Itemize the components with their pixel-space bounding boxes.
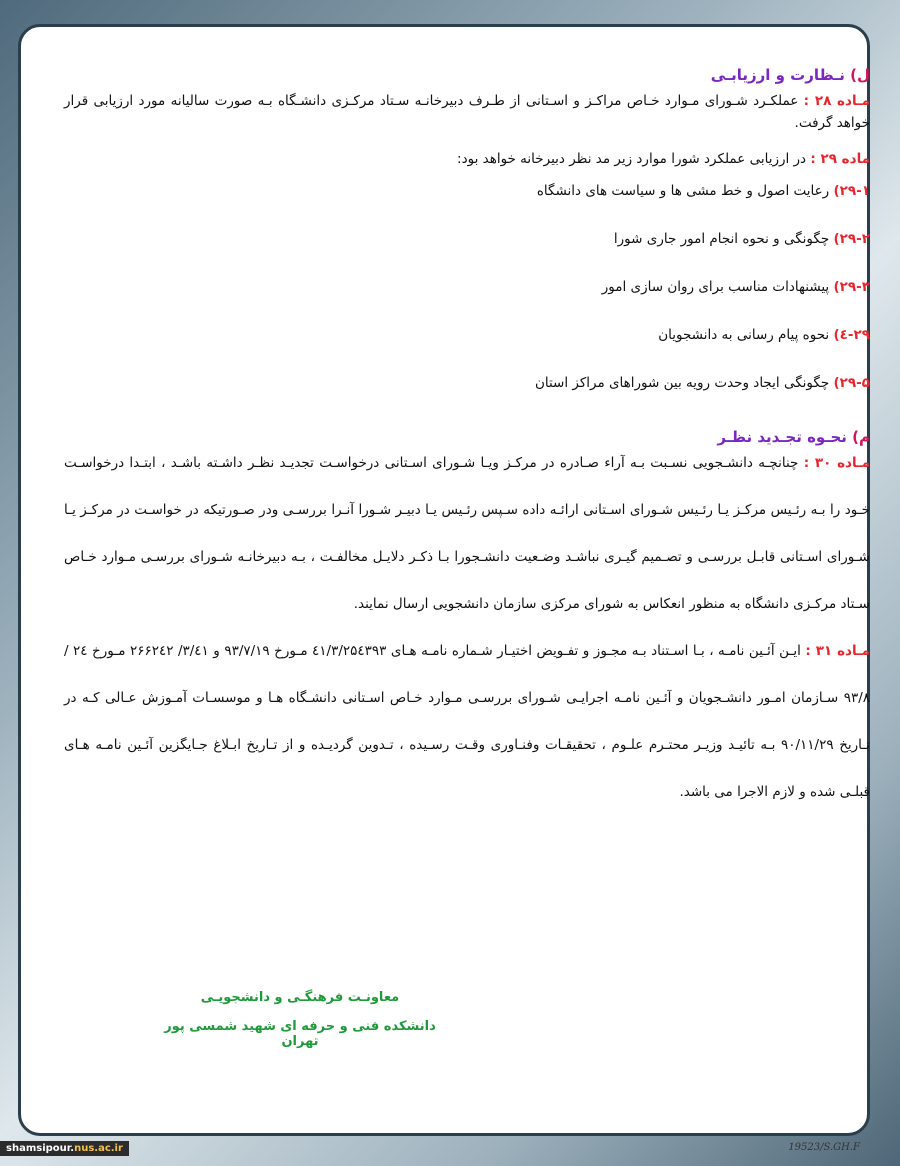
list-item-number: ۲۹-٤) bbox=[833, 327, 870, 343]
article-28-text: عملکـرد شـورای مـوارد خـاص مراکـز و اسـتانی از طـرف دبیرخانـه سـتاد مرکـزی دانشـگاه بـه صورت سالیانه مورد ارزیابی قرار خواهد گرفت. bbox=[64, 93, 870, 131]
list-item bbox=[64, 324, 870, 346]
article-30-text: چنانچـه دانشـجویی نسـبت بـه آراء صـادره در مرکـز ویـا شـورای اسـتانی درخواسـت تجدیـد نظـر داشـته باشـد ، ابتـدا درخواسـت خـود را بـه رئـیس مرکـز یـا رئـیس شـورای اسـتانی ارائـه داده سـپس رئـیس یـا دبیـر شـورا آنـرا بررسـی ودر صـورتیکه در خواسـت در مرکـز یـا شـورای اسـتانی قابـل بررسـی و تصـمیم گیـری نباشـد وضـعیت دانشـجورا بـا ذکـر دلایـل مخالفـت ، بـه دبیرخانـه شـورای بررسـی مـوارد خـاص سـتاد مرکـزی دانشگاه به منظور انعکاس به شورای مرکزی سازمان دانشجویی ارسال نمایند. bbox=[64, 455, 870, 612]
article-30 bbox=[64, 440, 870, 628]
list-item-number: ۲۹-۳) bbox=[833, 279, 870, 295]
list-item bbox=[64, 372, 870, 394]
article-31-text: ایـن آئـین نامـه ، بـا اسـتناد بـه مجـوز و تفـویض اختیـار شـماره نامـه هـای ٤۱/۳/۲۵٤۳۹۳ مـورخ ۹۳/۷/۱۹ و ۳/٤۱/ ۲۶۶۲٤۲ مـورخ ۲٤ /۹۳/۸ سـازمان امـور دانشـجویان و آئـین نامـه اجرایـی شـورای بررسـی مـوارد خـاص اسـتانی دانشـگاه هـا و موسسـات آمـوزش عـالی کـه در تـاریخ ۹۰/۱۱/۲۹ بـه تائیـد وزیـر محتـرم علـوم ، تحقیقـات وفنـاوری وقـت رسـیده ، تـدوین گردیـده و از تـاریخ ابـلاغ جـایگزین آئـین نامـه هـای قبلـی شده و لازم الاجرا می باشد. bbox=[64, 643, 871, 800]
article-29 bbox=[64, 148, 870, 170]
signature-line-1: معاونـت فرهنگـی و دانشجویـی bbox=[200, 990, 400, 1005]
list-item bbox=[64, 228, 870, 250]
section-l-heading bbox=[64, 66, 870, 84]
list-item-text: نحوه پیام رسانی به دانشجویان bbox=[658, 327, 830, 343]
article-29-label: ماده ۲۹ : bbox=[810, 151, 870, 167]
list-item-text: چگونگی ایجاد وحدت رویه بین شوراهای مراکز استان bbox=[534, 375, 830, 391]
article-28-label: مـاده ۲۸ : bbox=[803, 93, 871, 109]
signature-line-2: دانشکده فنی و حرفه ای شهید شمسی پور تهران bbox=[164, 1019, 436, 1049]
footer-website-prefix: shamsipour. bbox=[6, 1143, 75, 1154]
section-l-letter: ل) bbox=[850, 66, 870, 84]
list-item-number: ۲۹-۵) bbox=[833, 375, 870, 391]
section-m-title: نحـوه تجـدید نظـر bbox=[717, 428, 847, 446]
list-item-text: پیشنهادات مناسب برای روان سازی امور bbox=[601, 279, 830, 295]
article-31 bbox=[64, 628, 870, 816]
footer-code: 19523/S.GH.F bbox=[788, 1142, 860, 1153]
list-item-text: چگونگی و نحوه انجام امور جاری شورا bbox=[613, 231, 830, 247]
signature-block bbox=[160, 990, 440, 1063]
article-31-label: مـاده ۳۱ : bbox=[805, 643, 871, 659]
article-29-text: در ارزیابی عملکرد شورا موارد زیر مد نظر دبیرخانه خواهد بود: bbox=[457, 151, 807, 167]
list-item bbox=[64, 276, 870, 298]
footer-website bbox=[0, 1141, 129, 1156]
document-content bbox=[64, 66, 870, 816]
list-item-number: ۲۹-۱) bbox=[833, 183, 870, 199]
article-30-label: مـاده ۳۰ : bbox=[803, 455, 871, 471]
article-28 bbox=[64, 90, 870, 134]
list-item-text: رعایت اصول و خط مشی ها و سیاست های دانشگاه bbox=[536, 183, 830, 199]
footer-website-domain: nus.ac.ir bbox=[74, 1143, 123, 1154]
section-m-letter: م) bbox=[852, 428, 870, 446]
section-l-title: نـظارت و ارزیابـی bbox=[710, 66, 845, 84]
list-item bbox=[64, 180, 870, 202]
list-item-number: ۲۹-۲) bbox=[833, 231, 870, 247]
article-29-list bbox=[64, 180, 870, 394]
